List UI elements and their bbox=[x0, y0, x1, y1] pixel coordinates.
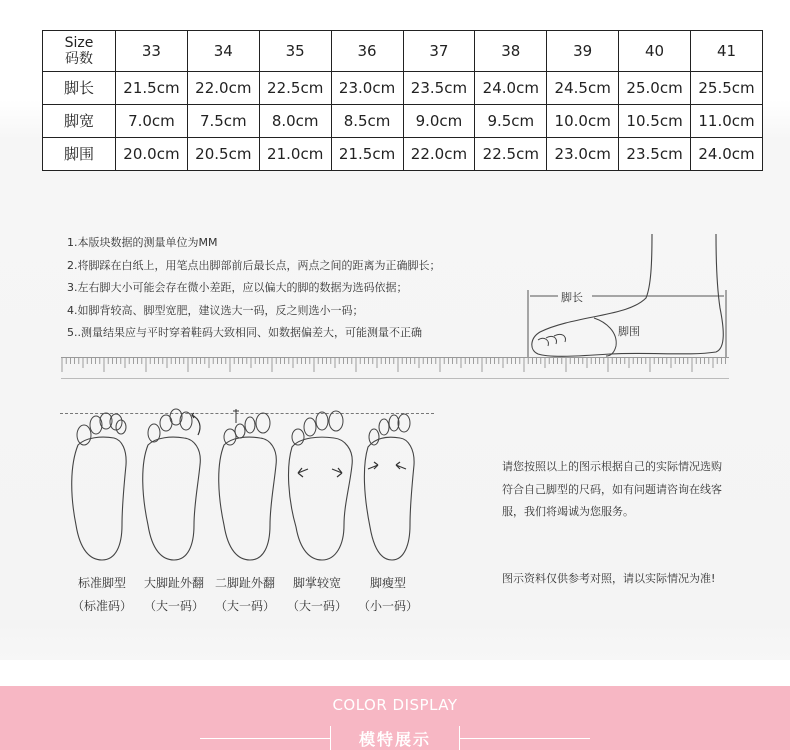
table-cell: 20.5cm bbox=[187, 138, 259, 171]
foot-type-name: 脚瘦型 bbox=[369, 576, 406, 590]
size-col: 33 bbox=[116, 31, 188, 72]
foot-type-name: 脚掌较宽 bbox=[292, 576, 341, 590]
size-col: 39 bbox=[547, 31, 619, 72]
size-col: 38 bbox=[475, 31, 547, 72]
foot-type-size: （标准码） bbox=[71, 599, 132, 613]
size-header-label-en: Size bbox=[64, 35, 94, 51]
size-col: 37 bbox=[403, 31, 475, 72]
table-cell: 10.5cm bbox=[619, 105, 691, 138]
table-cell: 7.0cm bbox=[116, 105, 188, 138]
table-cell: 23.5cm bbox=[619, 138, 691, 171]
size-col: 40 bbox=[619, 31, 691, 72]
size-table bbox=[42, 30, 763, 171]
table-cell: 25.0cm bbox=[619, 72, 691, 105]
size-col: 36 bbox=[331, 31, 403, 72]
table-cell: 9.0cm bbox=[403, 105, 475, 138]
foot-type-name: 标准脚型 bbox=[77, 576, 126, 590]
foot-type-second-toe-icon bbox=[212, 405, 282, 565]
table-cell: 24.0cm bbox=[475, 72, 547, 105]
note-item: 1.本版块数据的测量单位为MM bbox=[67, 236, 218, 249]
banner-title-en: COLOR DISPLAY bbox=[332, 696, 458, 714]
note-item: 4.如脚背较高、脚型宽肥，建议选大一码，反之则选小一码； bbox=[67, 303, 364, 317]
foot-type-name: 大脚趾外翻 bbox=[143, 576, 204, 590]
size-header-row bbox=[43, 31, 763, 72]
foot-type-bunion-icon bbox=[136, 405, 206, 565]
foot-type-size: （大一码） bbox=[143, 599, 204, 613]
note-item: 5..测量结果应与平时穿着鞋码大致相同、如数据偏差大，可能测量不正确 bbox=[67, 326, 422, 339]
advice-line: 符合自己脚型的尺码，如有问题请咨询在线客 bbox=[502, 482, 722, 496]
ruler bbox=[61, 357, 729, 379]
table-cell: 22.5cm bbox=[475, 138, 547, 171]
table-cell: 8.0cm bbox=[259, 105, 331, 138]
banner-title-cn: 模特展示 bbox=[358, 730, 431, 749]
row-label: 脚宽 bbox=[43, 105, 116, 138]
table-cell: 23.0cm bbox=[547, 138, 619, 171]
table-cell: 7.5cm bbox=[187, 105, 259, 138]
size-col: 35 bbox=[259, 31, 331, 72]
table-cell: 25.5cm bbox=[691, 72, 763, 105]
disclaimer-text: 图示资料仅供参考对照，请以实际情况为准! bbox=[502, 572, 716, 585]
diagram-label-girth: 脚围 bbox=[618, 325, 640, 338]
row-label: 脚长 bbox=[43, 72, 116, 105]
table-cell: 23.5cm bbox=[403, 72, 475, 105]
row-label: 脚围 bbox=[43, 138, 116, 171]
note-item: 3.左右脚大小可能会存在微小差距，应以偏大的脚的数据为选码依据； bbox=[67, 281, 408, 294]
size-col: 41 bbox=[691, 31, 763, 72]
table-cell: 24.5cm bbox=[547, 72, 619, 105]
table-cell: 22.0cm bbox=[403, 138, 475, 171]
foot-type-wide-icon bbox=[284, 405, 356, 565]
note-item: 2.将脚踩在白纸上，用笔点出脚部前后最长点，两点之间的距离为正确脚长； bbox=[67, 258, 441, 272]
table-cell: 11.0cm bbox=[691, 105, 763, 138]
foot-type-size: （大一码） bbox=[286, 599, 347, 613]
table-row-foot-length bbox=[43, 72, 763, 105]
table-cell: 21.5cm bbox=[331, 138, 403, 171]
table-cell: 22.5cm bbox=[259, 72, 331, 105]
table-cell: 21.5cm bbox=[116, 72, 188, 105]
table-cell: 8.5cm bbox=[331, 105, 403, 138]
measurement-notes bbox=[67, 232, 441, 345]
advice-line: 服，我们将竭诚为您服务。 bbox=[502, 505, 634, 518]
foot-type-standard-icon bbox=[64, 405, 134, 565]
foot-type-narrow-icon bbox=[358, 405, 420, 565]
table-cell: 20.0cm bbox=[116, 138, 188, 171]
size-col: 34 bbox=[187, 31, 259, 72]
table-row-foot-width bbox=[43, 105, 763, 138]
foot-type-size: （小一码） bbox=[357, 599, 418, 613]
foot-side-diagram bbox=[520, 228, 740, 366]
diagram-label-length: 脚长 bbox=[561, 291, 583, 304]
foot-type-name: 二脚趾外翻 bbox=[214, 576, 275, 590]
table-cell: 9.5cm bbox=[475, 105, 547, 138]
table-cell: 24.0cm bbox=[691, 138, 763, 171]
size-header-label bbox=[43, 31, 116, 72]
size-header-label-cn: 码数 bbox=[65, 51, 93, 67]
advice-line: 请您按照以上的图示根据自己的实际情况选购 bbox=[502, 460, 722, 473]
purchase-advice bbox=[502, 456, 722, 524]
table-cell: 10.0cm bbox=[547, 105, 619, 138]
table-cell: 23.0cm bbox=[331, 72, 403, 105]
table-cell: 22.0cm bbox=[187, 72, 259, 105]
table-cell: 21.0cm bbox=[259, 138, 331, 171]
table-row-foot-girth bbox=[43, 138, 763, 171]
foot-type-size: （大一码） bbox=[214, 599, 275, 613]
